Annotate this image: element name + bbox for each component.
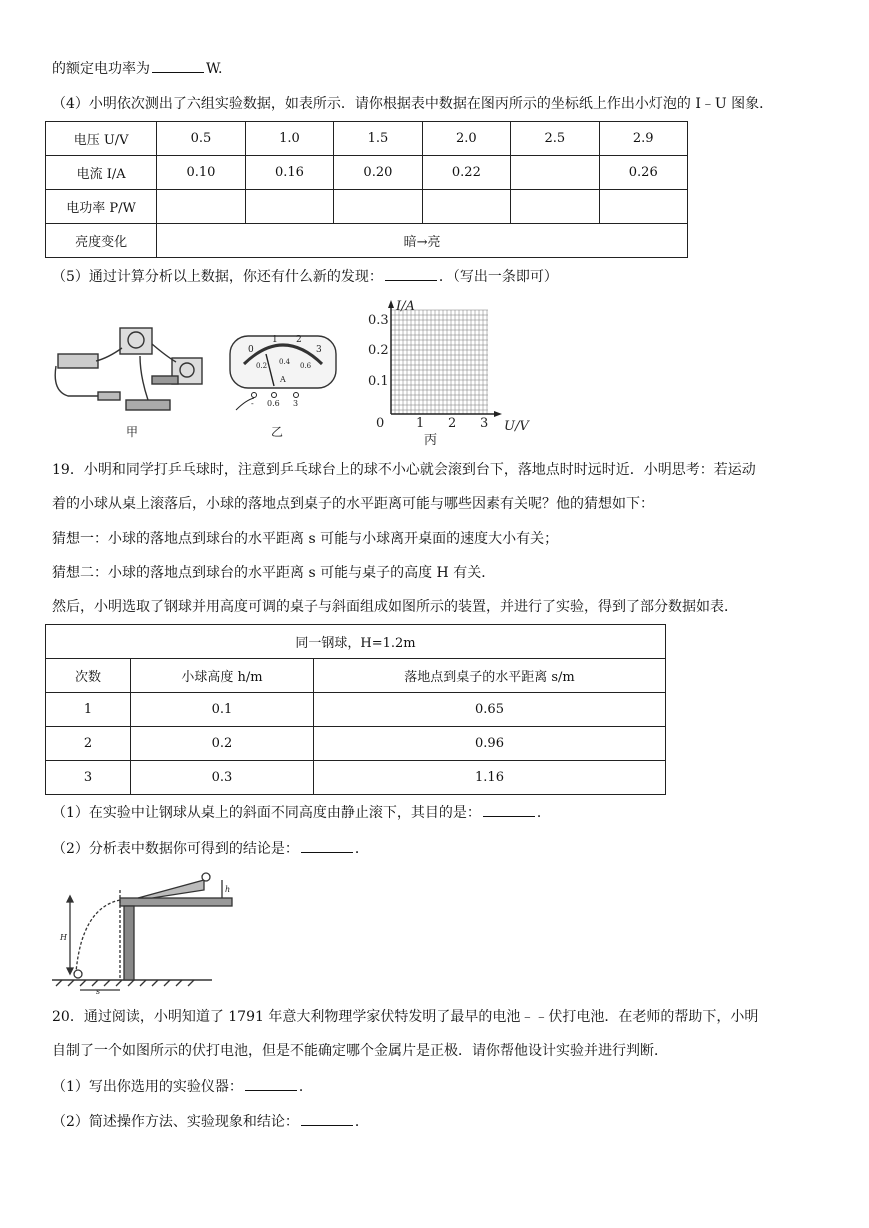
row-label-brightness: 亮度变化 xyxy=(46,224,157,258)
row-label-power: 电功率 P/W xyxy=(46,190,157,224)
line-suffix: ． xyxy=(354,841,369,857)
line-text: （2）简述操作方法、实验现象和结论： xyxy=(52,1114,299,1130)
q19-sub-1 xyxy=(52,802,551,823)
table-cell: 0.22 xyxy=(422,156,510,190)
data-table-1 xyxy=(45,121,688,258)
table-cell-empty[interactable] xyxy=(511,190,599,224)
label-h: h xyxy=(225,885,231,894)
line-suffix: ．（写出一条即可） xyxy=(438,269,558,285)
answer-blank[interactable] xyxy=(385,266,437,281)
line-text: （1）写出你选用的实验仪器： xyxy=(52,1079,243,1095)
label-yi: 乙 xyxy=(271,425,284,439)
line-suffix: ． xyxy=(536,805,551,821)
answer-blank[interactable] xyxy=(483,802,535,817)
meter-tick: 3 xyxy=(316,345,322,355)
table-cell-empty[interactable] xyxy=(599,190,688,224)
table-row xyxy=(46,761,666,795)
meter-tick: 2 xyxy=(296,335,302,345)
meter-subtick: 0.6 xyxy=(300,362,312,370)
table-cell-empty[interactable] xyxy=(245,190,333,224)
meter-tick: 0 xyxy=(248,345,254,355)
table-cell: 0.20 xyxy=(334,156,422,190)
q19-line-1: 19．小明和同学打乒乓球时，注意到乒乓球台上的球不小心就会滚到台下，落地点时时远时近．小明思考：若运动 xyxy=(52,462,756,478)
terminal-label: 0.6 xyxy=(267,399,280,408)
column-header: 落地点到桌子的水平距离 s/m xyxy=(314,659,666,693)
table-cell: 0.2 xyxy=(131,727,314,761)
ball-top xyxy=(202,873,210,881)
q19-guess-1: 猜想一：小球的落地点到球台的水平距离 s 可能与小球离开桌面的速度大小有关； xyxy=(52,531,559,547)
line-suffix: W. xyxy=(206,61,223,77)
table-header: 同一钢球，H=1.2m xyxy=(46,625,666,659)
table-row xyxy=(46,727,666,761)
table-cell: 2 xyxy=(46,727,131,761)
y-axis-arrow xyxy=(388,300,394,308)
q20-line-2: 自制了一个如图所示的伏打电池，但是不能确定哪个金属片是正极．请你帮他设计实验并进行判断． xyxy=(52,1043,668,1059)
table-cell: 2.5 xyxy=(511,122,599,156)
table-cell: 0.3 xyxy=(131,761,314,795)
table-cell-empty[interactable] xyxy=(422,190,510,224)
line-suffix: ． xyxy=(354,1114,369,1130)
x-axis-arrow xyxy=(494,411,502,417)
table-top xyxy=(120,898,232,906)
table-cell: 1.16 xyxy=(314,761,666,795)
table-cell: 3 xyxy=(46,761,131,795)
table-row xyxy=(46,693,666,727)
meter-tick: 1 xyxy=(272,335,278,345)
terminal-label: - xyxy=(251,399,254,408)
answer-line-rated-power xyxy=(52,58,222,79)
brightness-value: 暗→亮 xyxy=(157,224,688,258)
line-text: （1）在实验中让钢球从桌上的斜面不同高度由静止滚下，其目的是： xyxy=(52,805,481,821)
line-text: 的额定电功率为 xyxy=(52,61,150,77)
table-cell: 0.1 xyxy=(131,693,314,727)
coordinate-grid xyxy=(391,310,488,414)
meter-subtick: 0.2 xyxy=(256,362,268,370)
column-header: 次数 xyxy=(46,659,131,693)
q20-sub-2 xyxy=(52,1111,369,1132)
line-suffix: ． xyxy=(298,1079,313,1095)
column-header: 小球高度 h/m xyxy=(131,659,314,693)
table-cell: 0.96 xyxy=(314,727,666,761)
graph-x-tick: 3 xyxy=(480,416,489,431)
table-cell: 0.5 xyxy=(157,122,245,156)
q20-sub-1 xyxy=(52,1076,313,1097)
table-cell: 0.65 xyxy=(314,693,666,727)
label-jia: 甲 xyxy=(126,425,139,439)
graph-y-tick: 0.2 xyxy=(368,343,389,358)
terminal-label: 3 xyxy=(293,399,299,408)
table-leg xyxy=(124,906,134,980)
label-s: s xyxy=(96,987,101,996)
trajectory xyxy=(76,900,120,972)
row-label-current: 电流 I/A xyxy=(46,156,157,190)
q19-guess-2: 猜想二：小球的落地点到球台的水平距离 s 可能与桌子的高度 H 有关． xyxy=(52,565,496,581)
table-cell: 0.26 xyxy=(599,156,688,190)
table-cell: 2.9 xyxy=(599,122,688,156)
label-bing: 丙 xyxy=(424,433,438,448)
graph-x-label: U/V xyxy=(504,419,529,434)
graph-x-tick: 0 xyxy=(376,416,385,431)
table-cell: 1.0 xyxy=(245,122,333,156)
figure-table-incline xyxy=(52,868,242,996)
answer-blank[interactable] xyxy=(301,838,353,853)
table-cell: 1.5 xyxy=(334,122,422,156)
table-cell-empty[interactable] xyxy=(157,190,245,224)
q19-line-2: 着的小球从桌上滚落后，小球的落地点到桌子的水平距离可能与哪些因素有关呢？他的猜想如下： xyxy=(52,496,654,512)
ground-hatching xyxy=(56,980,194,986)
table-cell: 2.0 xyxy=(422,122,510,156)
graph-x-tick: 2 xyxy=(448,416,457,431)
table-cell: 0.16 xyxy=(245,156,333,190)
answer-blank[interactable] xyxy=(152,58,204,73)
question-4: （4）小明依次测出了六组实验数据，如表所示．请你根据表中数据在图丙所示的坐标纸上作出小灯泡的 I﹣U 图象． xyxy=(52,96,774,112)
question-5 xyxy=(52,266,558,287)
answer-blank[interactable] xyxy=(245,1076,297,1091)
table-cell-empty[interactable] xyxy=(511,156,599,190)
q19-line-5: 然后，小明选取了钢球并用高度可调的桌子与斜面组成如图所示的装置，并进行了实验，得到了部分数据如表． xyxy=(52,599,738,615)
meter-subtick: 0.4 xyxy=(279,358,291,366)
q20-line-1: 20．通过阅读，小明知道了 1791 年意大利物理学家伏特发明了最早的电池﹣﹣伏打电池．在老师的帮助下，小明 xyxy=(52,1009,759,1025)
line-text: （2）分析表中数据你可得到的结论是： xyxy=(52,841,299,857)
table-cell-empty[interactable] xyxy=(334,190,422,224)
graph-y-label: I/A xyxy=(396,299,415,314)
table-cell: 0.10 xyxy=(157,156,245,190)
graph-y-tick: 0.1 xyxy=(368,374,389,389)
circuit-apparatus xyxy=(55,328,202,410)
label-H: H xyxy=(60,933,67,942)
meter-unit: A xyxy=(280,375,286,384)
ball-ground xyxy=(74,970,82,978)
graph-x-tick: 1 xyxy=(416,416,425,431)
row-label-voltage: 电压 U/V xyxy=(46,122,157,156)
incline xyxy=(138,880,204,898)
graph-y-tick: 0.3 xyxy=(368,313,389,328)
data-table-2 xyxy=(45,624,666,795)
table-cell: 1 xyxy=(46,693,131,727)
line-text: （5）通过计算分析以上数据，你还有什么新的发现： xyxy=(52,269,383,285)
q19-sub-2 xyxy=(52,838,369,859)
answer-blank[interactable] xyxy=(301,1111,353,1126)
figure-circuit-meter-graph xyxy=(48,296,538,448)
